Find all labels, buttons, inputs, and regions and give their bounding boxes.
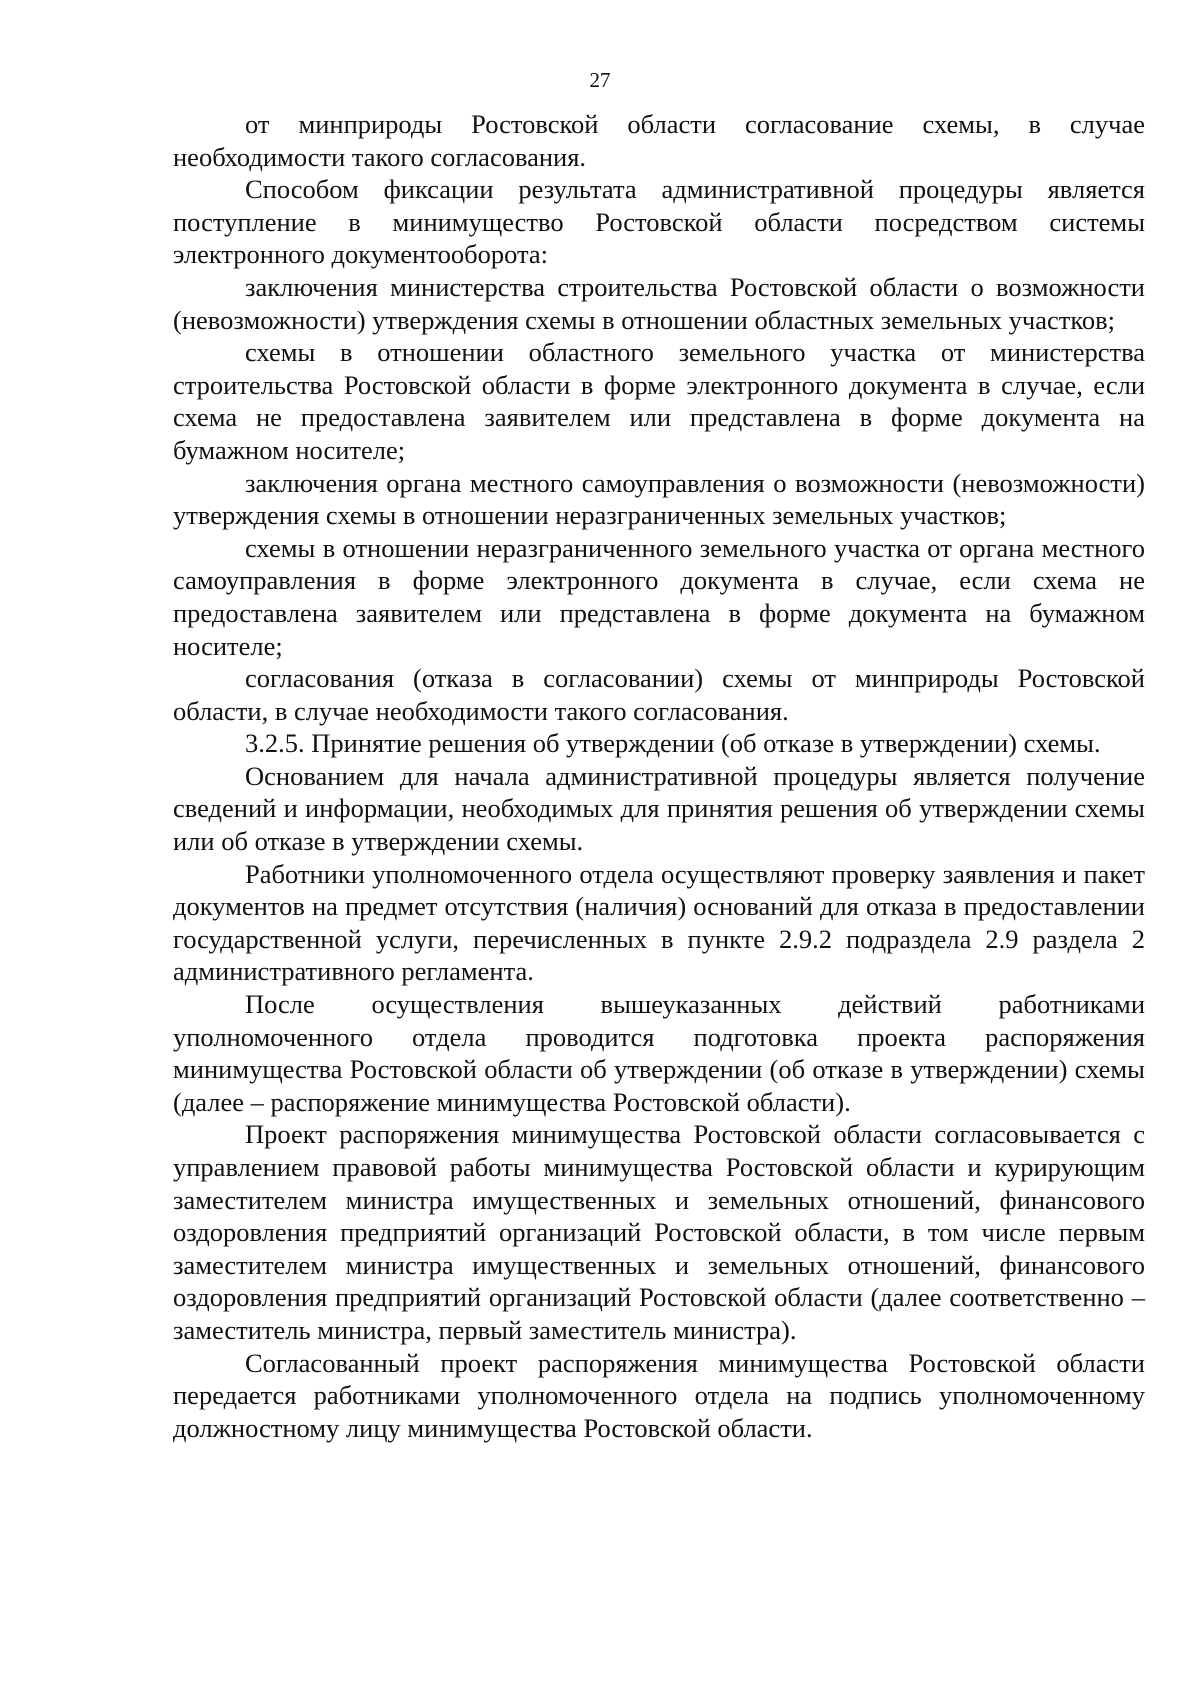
paragraph: заключения органа местного самоуправления о возможности (невозможности) утверждения схемы в отношении неразграниченных земельных участков;: [173, 467, 1145, 531]
paragraph: заключения министерства строительства Ростовской области о возможности (невозможности) утверждения схемы в отношении областных земельных участков;: [173, 271, 1145, 335]
paragraph: схемы в отношении неразграниченного земельного участка от органа местного самоуправления в форме электронного документа в случае, если схема не предоставлена заявителем или представлена в форме документа на бумажном носителе;: [173, 532, 1145, 661]
page-number: 27: [589, 68, 611, 92]
paragraph: После осуществления вышеуказанных действий работниками уполномоченного отдела проводится подготовка проекта распоряжения минимущества Ростовской области об утверждении (об отказе в утверждении) схемы (далее – распоряжение минимущества Ростовской области).: [173, 989, 1145, 1117]
paragraph: Основанием для начала административной процедуры является получение сведений и информации, необходимых для принятия решения об утверждении схемы или об отказе в утверждении схемы.: [173, 760, 1145, 857]
paragraph: от минприроды Ростовской области согласование схемы, в случае необходимости такого согласования.: [173, 109, 1145, 172]
paragraph: схемы в отношении областного земельного участка от министерства строительства Ростовской области в форме электронного документа в случае, если схема не предоставлена заявителем или представлена в форме документа на бумажном носителе;: [173, 337, 1145, 465]
section-heading-paragraph: 3.2.5. Принятие решения об утверждении (об отказе в утверждении) схемы.: [245, 728, 1101, 759]
paragraph: Работники уполномоченного отдела осуществляют проверку заявления и пакет документов на предмет отсутствия (наличия) оснований для отказа в предоставлении государственной услуги, перечисленных в пункте 2.9.2 подраздела 2.9 раздела 2 административного регламента.: [173, 858, 1145, 987]
paragraph: Способом фиксации результата административной процедуры является поступление в минимущество Ростовской области посредством системы электронного документооборота:: [173, 174, 1145, 270]
paragraph: согласования (отказа в согласовании) схемы от минприроды Ростовской области, в случае необходимости такого согласования.: [173, 663, 1145, 726]
paragraph: Проект распоряжения минимущества Ростовской области согласовывается с управлением правовой работы минимущества Ростовской области и курирующим заместителем министра имущественных и земельных отношений, финансового оздоровления предприятий организаций Ростовской области, в том числе первым заместителем министра имущественных и земельных отношений, финансового оздоровления предприятий организаций Ростовской области (далее соответственно – заместитель министра, первый заместитель министра).: [173, 1119, 1145, 1345]
paragraph: Согласованный проект распоряжения минимущества Ростовской области передается работниками уполномоченного отдела на подпись уполномоченному должностному лицу минимущества Ростовской области.: [173, 1347, 1145, 1443]
document-body: [173, 108, 1145, 1444]
